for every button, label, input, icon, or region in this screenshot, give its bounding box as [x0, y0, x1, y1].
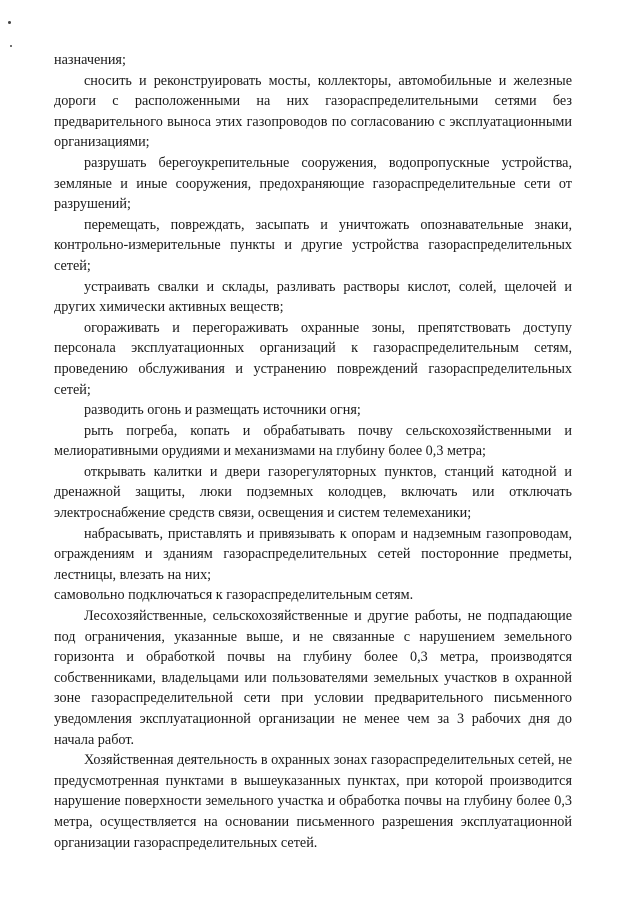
paragraph: сносить и реконструировать мосты, коллекторы, автомобильные и железные дороги с расположенными на них газораспределительными сетями без предварительного выноса этих газопроводов по согласованию с эксплуатационными организациями;: [54, 72, 572, 151]
paragraph: Лесохозяйственные, сельскохозяйственные и другие работы, не подпадающие под ограничения, указанные выше, и не связанные с нарушением земельного горизонта и обработкой почвы на глубину более 0,3 метра, производятся собственниками, владельцами или пользователями земельных участков в охранной зоне газораспределительной сети при условии предварительного письменного уведомления эксплуатационной организации не менее чем за 3 рабочих дня до начала работ.: [54, 608, 572, 748]
paragraph: устраивать свалки и склады, разливать растворы кислот, солей, щелочей и других химически активных веществ;: [54, 278, 572, 316]
paragraph: открывать калитки и двери газорегуляторных пунктов, станций катодной и дренажной защиты, люки подземных колодцев, включать или отключать электроснабжение средств связи, освещения и систем телемеханики;: [54, 463, 572, 522]
paragraph: Хозяйственная деятельность в охранных зонах газораспределительных сетей, не предусмотренная пунктами в вышеуказанных пунктах, при которой производится нарушение поверхности земельного участка и обработка почвы на глубину более 0,3 метра, осуществляется на основании письменного разрешения эксплуатационной организации газораспределительных сетей.: [54, 752, 572, 851]
scan-speck: [8, 21, 11, 24]
paragraph: самовольно подключаться к газораспределительным сетям.: [54, 587, 414, 604]
paragraph: набрасывать, приставлять и привязывать к опорам и надземным газопроводам, ограждениям и зданиям газораспределительных сетей посторонние предметы, лестницы, влезать на них;: [54, 525, 572, 583]
scan-speck: [10, 45, 12, 47]
document-body: [54, 50, 572, 853]
paragraph: разводить огонь и размещать источники огня;: [84, 402, 361, 419]
paragraph: рыть погреба, копать и обрабатывать почву сельскохозяйственными и мелиоративными орудиями и механизмами на глубину более 0,3 метра;: [54, 422, 572, 460]
paragraph: назначения;: [54, 52, 126, 68]
paragraph: разрушать берегоукрепительные сооружения, водопропускные устройства, земляные и иные сооружения, предохраняющие газораспределительные сети от разрушений;: [54, 154, 572, 213]
paragraph: перемещать, повреждать, засыпать и уничтожать опознавательные знаки, контрольно-измерительные пункты и другие устройства газораспределительных сетей;: [54, 216, 572, 274]
paragraph: огораживать и перегораживать охранные зоны, препятствовать доступу персонала эксплуатационных организаций к газораспределительным сетям, проведению обслуживания и устранению повреждений газораспределительных сетей;: [54, 319, 572, 398]
